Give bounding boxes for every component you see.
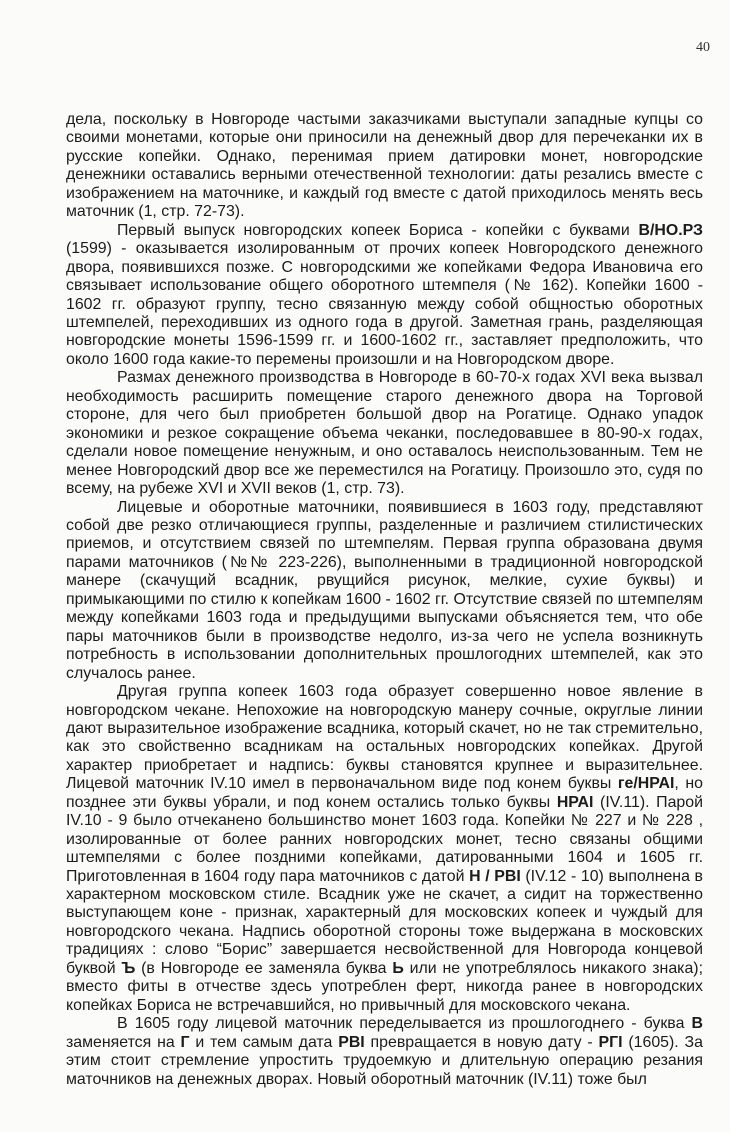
bold-text-run: РГІ [598,1033,623,1051]
bold-text-run: ге/НРАІ [617,775,675,793]
bold-text-run: Ъ [121,959,136,977]
bold-text-run: НРАІ [556,793,594,811]
bold-text-run: Н / РВІ [469,867,521,885]
text-run: , но позднее эти буквы убрали, и под конем остались только буквы [66,775,703,811]
text-run: В 1605 году лицевой маточник переделывается из прошлогоднего - буква [117,1015,692,1033]
text-run: Лицевые и оборотные маточники, появившиеся в 1603 году, представляют собой две резко отличающиеся группы, разделенные и различием стилистических приемов, и отсутствием связей по штемпелям. Первая группа образована двумя парами маточников (№№ 223-226), выполненными в традиционной новгородской манере (скачущий всадник, рвущийся рисунок, мелкие, сухие буквы) и примыкающими по стилю к копейкам 1600 - 1602 гг. Отсутствие связей по штемпелям между копейками 1603 года и предыдущими выпусками объясняется тем, что обе пары маточников были в производстве недолго, из-за чего не успела возникнуть потребность в использовании дополнительных прошлогодних штемпелей, как это случалось ранее. [66,498,703,682]
paragraph [66,683,703,1015]
text-run: (1599) - оказывается изолированным от прочих копеек Новгородского денежного двора, появившихся позже. С новгородскими же копейками Федора Ивановича его связывает использование общего оборотного штемпеля (№ 162). Копейки 1600 - 1602 гг. образуют группу, тесно связанную между собой общностью оборотных штемпелей, переходивших из одного года в другой. Заметная грань, разделяющая новгородские монеты 1596-1599 гг. и 1600-1602 гг., заставляет предположить, что около 1600 года какие-то перемены произошли и на Новгородском дворе. [66,240,703,368]
paragraph [66,111,703,222]
text-run: Другая группа копеек 1603 года образует совершенно новое явление в новгородском чекане. Непохожие на новгородскую манеру сочные, округлые линии дают выразительное изображение всадника, который скачет, но не так стремительно, как это свойственно всадникам на остальных новгородских копейках. Другой характер приобретает и надпись: буквы становятся крупнее и выразительнее. Лицевой маточник IV.10 имел в первоначальном виде под конем буквы [66,683,703,793]
document-body-text [66,111,703,1089]
text-run: Первый выпуск новгородских копеек Бориса - копейки с буквами [117,221,639,239]
paragraph [66,222,703,370]
text-run: или не употреблялось никакого знака); вместо фиты в отчестве здесь употреблен ферт, никогда ранее в новгородских копейках Бориса не встречавшийся, но привычный для московского чекана. [66,959,704,1014]
page-number: 40 [696,40,710,55]
bold-text-run: В/НО.РЗ [638,221,703,239]
text-run: (1605). За этим стоит стремление упростить трудоемкую и длительную операцию резания маточников на денежных дворах. Новый оборотный маточник (IV.11) тоже был [66,1033,703,1088]
bold-text-run: Ь [392,959,404,977]
text-run: и тем самым дата [189,1033,339,1051]
text-run: дела, поскольку в Новгороде частыми заказчиками выступали западные купцы со своими монетами, которые они приносили на денежный двор для перечеканки их в русские копейки. Однако, перенимая прием датировки монет, новгородские денежники оставались верными отечественной технологии: даты резались вместе с изображением на маточнике, и каждый год вместе с датой приходилось менять весь маточник (1, стр. 72-73). [66,111,703,221]
text-run: превращается в новую дату - [364,1033,599,1051]
text-run: заменяется на [66,1033,181,1051]
bold-text-run: В [691,1015,703,1033]
text-run: (IV.11). Парой IV.10 - 9 было отчеканено большинство монет 1603 года. Копейки № 227 и № 228 , изолированные от более ранних новгородских монет, тесно связаны общими штемпелями с более поздними копейками, датированными 1604 и 1605 гг. Приготовленная в 1604 году пара маточников с датой [66,793,703,885]
paragraph [66,499,703,684]
paragraph [66,369,703,498]
text-run: Размах денежного производства в Новгороде в 60-70-х годах XVI века вызвал необходимость расширить помещение старого денежного двора на Торговой стороне, для чего был приобретен большой двор на Рогатице. Однако упадок экономики и резкое сокращение объема чеканки, последовавшее в 80-90-х годах, сделали новое помещение ненужным, и оно оставалось неиспользованным. Тем не менее Новгородский двор все же переместился на Рогатицу. Произошло это, судя по всему, на рубеже XVI и XVII веков (1, стр. 73). [66,369,703,498]
text-run: (IV.12 - 10) выполнена в характерном московском стиле. Всадник уже не скачет, а сидит на торжественно выступающем коне - признак, характерный для московских копеек и чуждый для новгородского чекана. Надпись оборотной стороны тоже выдержана в московских традициях : слово “Борис” завершается несвойственной для Новгорода концевой буквой [66,867,703,977]
bold-text-run: Г [180,1033,190,1051]
paragraph [66,1015,703,1089]
text-run: (в Новгороде ее заменяла буква [135,959,393,977]
bold-text-run: РВІ [338,1033,365,1051]
